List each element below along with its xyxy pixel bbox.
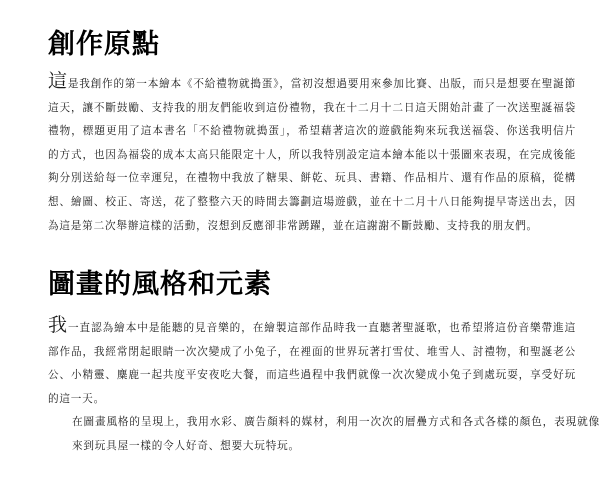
section-title-creation-origin: 創作原點	[48, 29, 160, 60]
paragraph-painting-style: 在圖畫風格的呈現上，我用水彩、廣告顏料的媒材，利用一次次的層疊方式和各式各樣的顏色，表現就像來到玩具屋一樣的令人好奇、想要大玩特玩。	[72, 416, 600, 452]
section-title-style-and-elements: 圖畫的風格和元素	[48, 269, 272, 300]
paragraph-style-and-elements	[48, 316, 576, 411]
dropcap: 這	[48, 70, 68, 92]
dropcap: 我	[48, 314, 68, 336]
paragraph-text: 一直認為繪本中是能聽的見音樂的，在繪製這部作品時我一直聽著聖誕歌，也希望將這份音樂帶進這部作品，我經常閉起眼睛一次次變成了小兔子，在裡面的世界玩著打雪仗、堆雪人、討禮物，和聖誕老公公、小精靈、麋鹿一起共度平安夜吃大餐，而這些過程中我們就像一次次變成小兔子到處玩耍，享受好玩的這一天。	[48, 322, 576, 405]
paragraph-creation-origin	[48, 72, 576, 238]
paragraph-text: 是我創作的第一本繪本《不給禮物就搗蛋》，當初沒想過要用來參加比賽、出版，而只是想要在聖誕節這天，讓不斷鼓勵、支持我的朋友們能收到這份禮物，我在十二月十二日這天開始計畫了一次送聖誕福袋禮物，標題更用了這本書名「不給禮物就搗蛋」，希望藉著這次的遊戲能夠來玩我送福袋、你送我明信片的方式，也因為福袋的成本太高只能限定十人，所以我特別設定這本繪本能以十張圖來表現，在完成後能夠分別送給每一位幸運兒，在禮物中我放了糖果、餅乾、玩具、書籍、作品相片、還有作品的原稿，從構想、繪圖、校正、寄送，花了整整六天的時間去籌劃這場遊戲，並在十二月十八日能夠提早寄送出去，因為這是第二次舉辦這樣的活動，沒想到反應卻非常踴躍，並在這謝謝不斷鼓勵、支持我的朋友們。	[48, 78, 576, 232]
